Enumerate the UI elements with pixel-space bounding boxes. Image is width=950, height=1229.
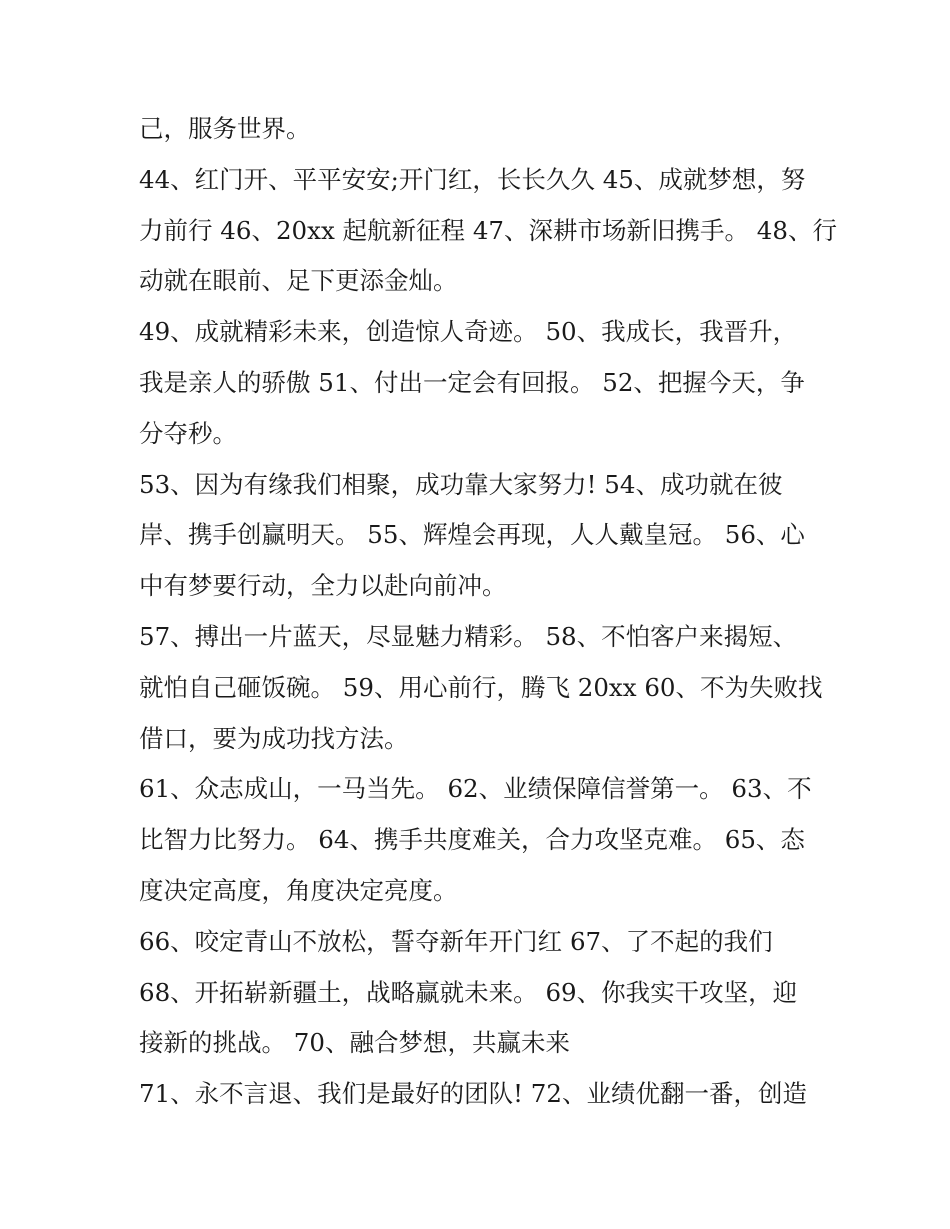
text-line: 力前行 46、20xx 起航新征程 47、深耕市场新旧携手。 48、行 bbox=[139, 215, 837, 245]
text-line: 49、成就精彩未来，创造惊人奇迹。 50、我成长，我晋升， bbox=[139, 317, 798, 347]
text-line: 己，服务世界。 bbox=[139, 114, 311, 143]
text-line: 53、因为有缘我们相聚，成功靠大家努力! 54、成功就在彼 bbox=[139, 469, 783, 499]
text-line: 66、咬定青山不放松，誓夺新年开门红 67、了不起的我们 bbox=[139, 926, 773, 956]
text-line: 比智力比努力。 64、携手共度难关，合力攻坚克难。 65、态 bbox=[139, 825, 805, 855]
text-line: 动就在眼前、足下更添金灿。 bbox=[139, 266, 458, 296]
text-line: 44、红门开、平平安安;开门红，长长久久 45、成就梦想，努 bbox=[139, 164, 806, 194]
text-line: 度决定高度，角度决定亮度。 bbox=[139, 875, 458, 905]
text-line: 分夺秒。 bbox=[139, 418, 237, 448]
text-line: 57、搏出一片蓝天，尽显魅力精彩。 58、不怕客户来揭短、 bbox=[139, 621, 798, 651]
text-line: 61、众志成山，一马当先。 62、业绩保障信誉第一。 63、不 bbox=[139, 774, 812, 804]
text-line: 我是亲人的骄傲 51、付出一定会有回报。 52、把握今天，争 bbox=[139, 367, 805, 397]
document-body-text bbox=[139, 104, 837, 1120]
text-line: 借口，要为成功找方法。 bbox=[139, 723, 409, 753]
text-line: 就怕自己砸饭碗。 59、用心前行，腾飞 20xx 60、不为失败找 bbox=[139, 672, 823, 702]
text-line: 71、永不言退、我们是最好的团队! 72、业绩优翻一番，创造 bbox=[139, 1079, 807, 1109]
text-line: 接新的挑战。 70、融合梦想，共赢未来 bbox=[139, 1028, 570, 1058]
text-line: 68、开拓崭新疆土，战略赢就未来。 69、你我实干攻坚，迎 bbox=[139, 977, 798, 1007]
text-line: 岸、携手创赢明天。 55、辉煌会再现，人人戴皇冠。 56、心 bbox=[139, 520, 805, 550]
text-line: 中有梦要行动，全力以赴向前冲。 bbox=[139, 571, 507, 601]
